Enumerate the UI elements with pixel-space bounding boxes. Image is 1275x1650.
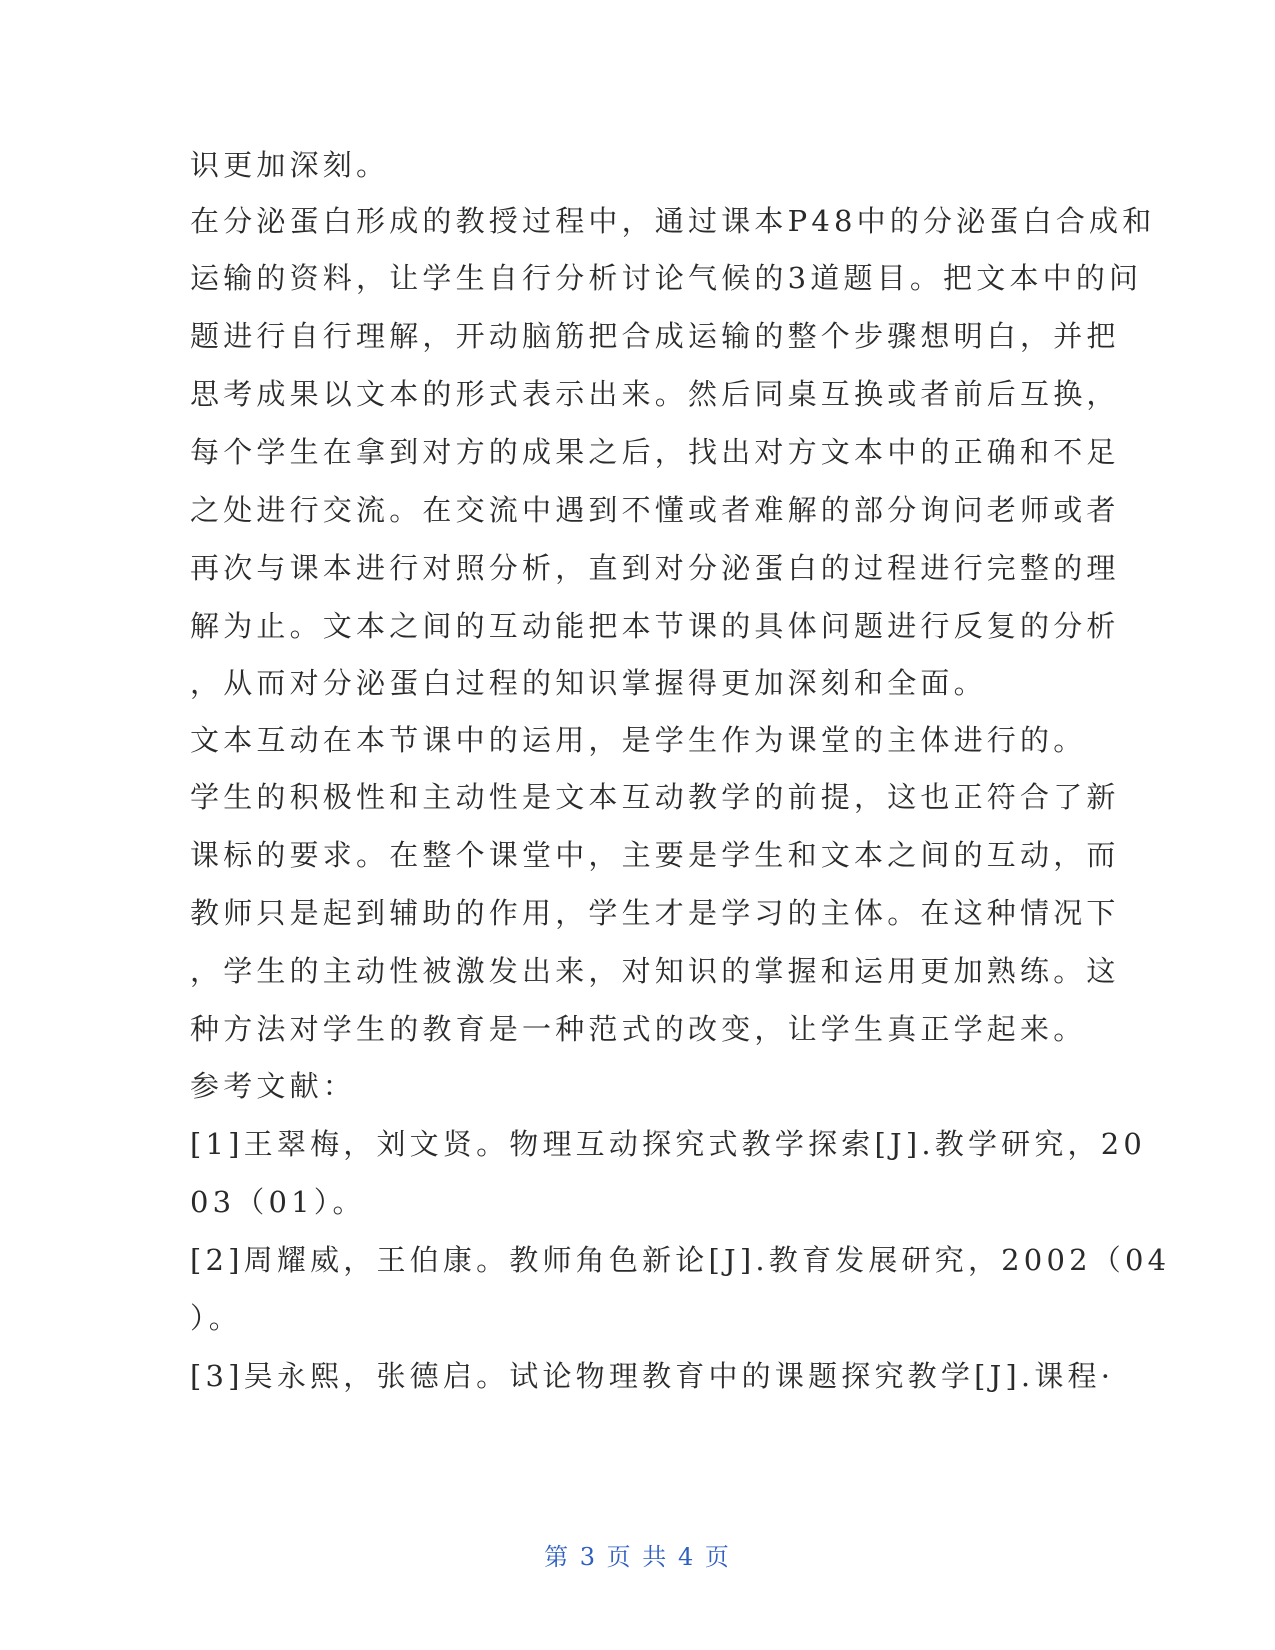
- body-line: 学生的积极性和主动性是文本互动教学的前提，这也正符合了新: [190, 780, 1120, 814]
- references-heading: 参考文献：: [190, 1069, 357, 1103]
- reference-line: ）。: [190, 1301, 242, 1335]
- body-line: ，学生的主动性被激发出来，对知识的掌握和运用更加熟练。这: [190, 954, 1120, 988]
- body-line: 课标的要求。在整个课堂中，主要是学生和文本之间的互动，而: [190, 838, 1120, 872]
- body-line: 题进行自行理解，开动脑筋把合成运输的整个步骤想明白，并把: [190, 319, 1120, 353]
- body-line: 识更加深刻。: [190, 148, 390, 182]
- reference-line: 03（01）。: [190, 1185, 366, 1219]
- page-indicator: 第 3 页 共 4 页: [544, 1543, 731, 1571]
- body-line: 再次与课本进行对照分析，直到对分泌蛋白的过程进行完整的理: [190, 551, 1120, 585]
- reference-line: [1]王翠梅，刘文贤。物理互动探究式教学探索[J].教学研究，20: [190, 1127, 1147, 1161]
- body-line: 每个学生在拿到对方的成果之后，找出对方文本中的正确和不足: [190, 435, 1120, 469]
- body-line: 思考成果以文本的形式表示出来。然后同桌互换或者前后互换，: [190, 377, 1120, 411]
- body-line: 解为止。文本之间的互动能把本节课的具体问题进行反复的分析: [190, 609, 1120, 643]
- reference-line: [2]周耀威，王伯康。教师角色新论[J].教育发展研究，2002（04: [190, 1243, 1171, 1277]
- reference-line: [3]吴永熙，张德启。试论物理教育中的课题探究教学[J].课程·: [190, 1359, 1115, 1393]
- body-line: 运输的资料，让学生自行分析讨论气候的3道题目。把文本中的问: [190, 261, 1143, 295]
- body-line: 之处进行交流。在交流中遇到不懂或者难解的部分询问老师或者: [190, 493, 1120, 527]
- body-line: 种方法对学生的教育是一种范式的改变，让学生真正学起来。: [190, 1012, 1087, 1046]
- body-line: 教师只是起到辅助的作用，学生才是学习的主体。在这种情况下: [190, 896, 1120, 930]
- body-line: 在分泌蛋白形成的教授过程中，通过课本P48中的分泌蛋白合成和: [190, 204, 1156, 238]
- body-line: 文本互动在本节课中的运用，是学生作为课堂的主体进行的。: [190, 723, 1087, 757]
- body-line: ，从而对分泌蛋白过程的知识掌握得更加深刻和全面。: [190, 666, 987, 700]
